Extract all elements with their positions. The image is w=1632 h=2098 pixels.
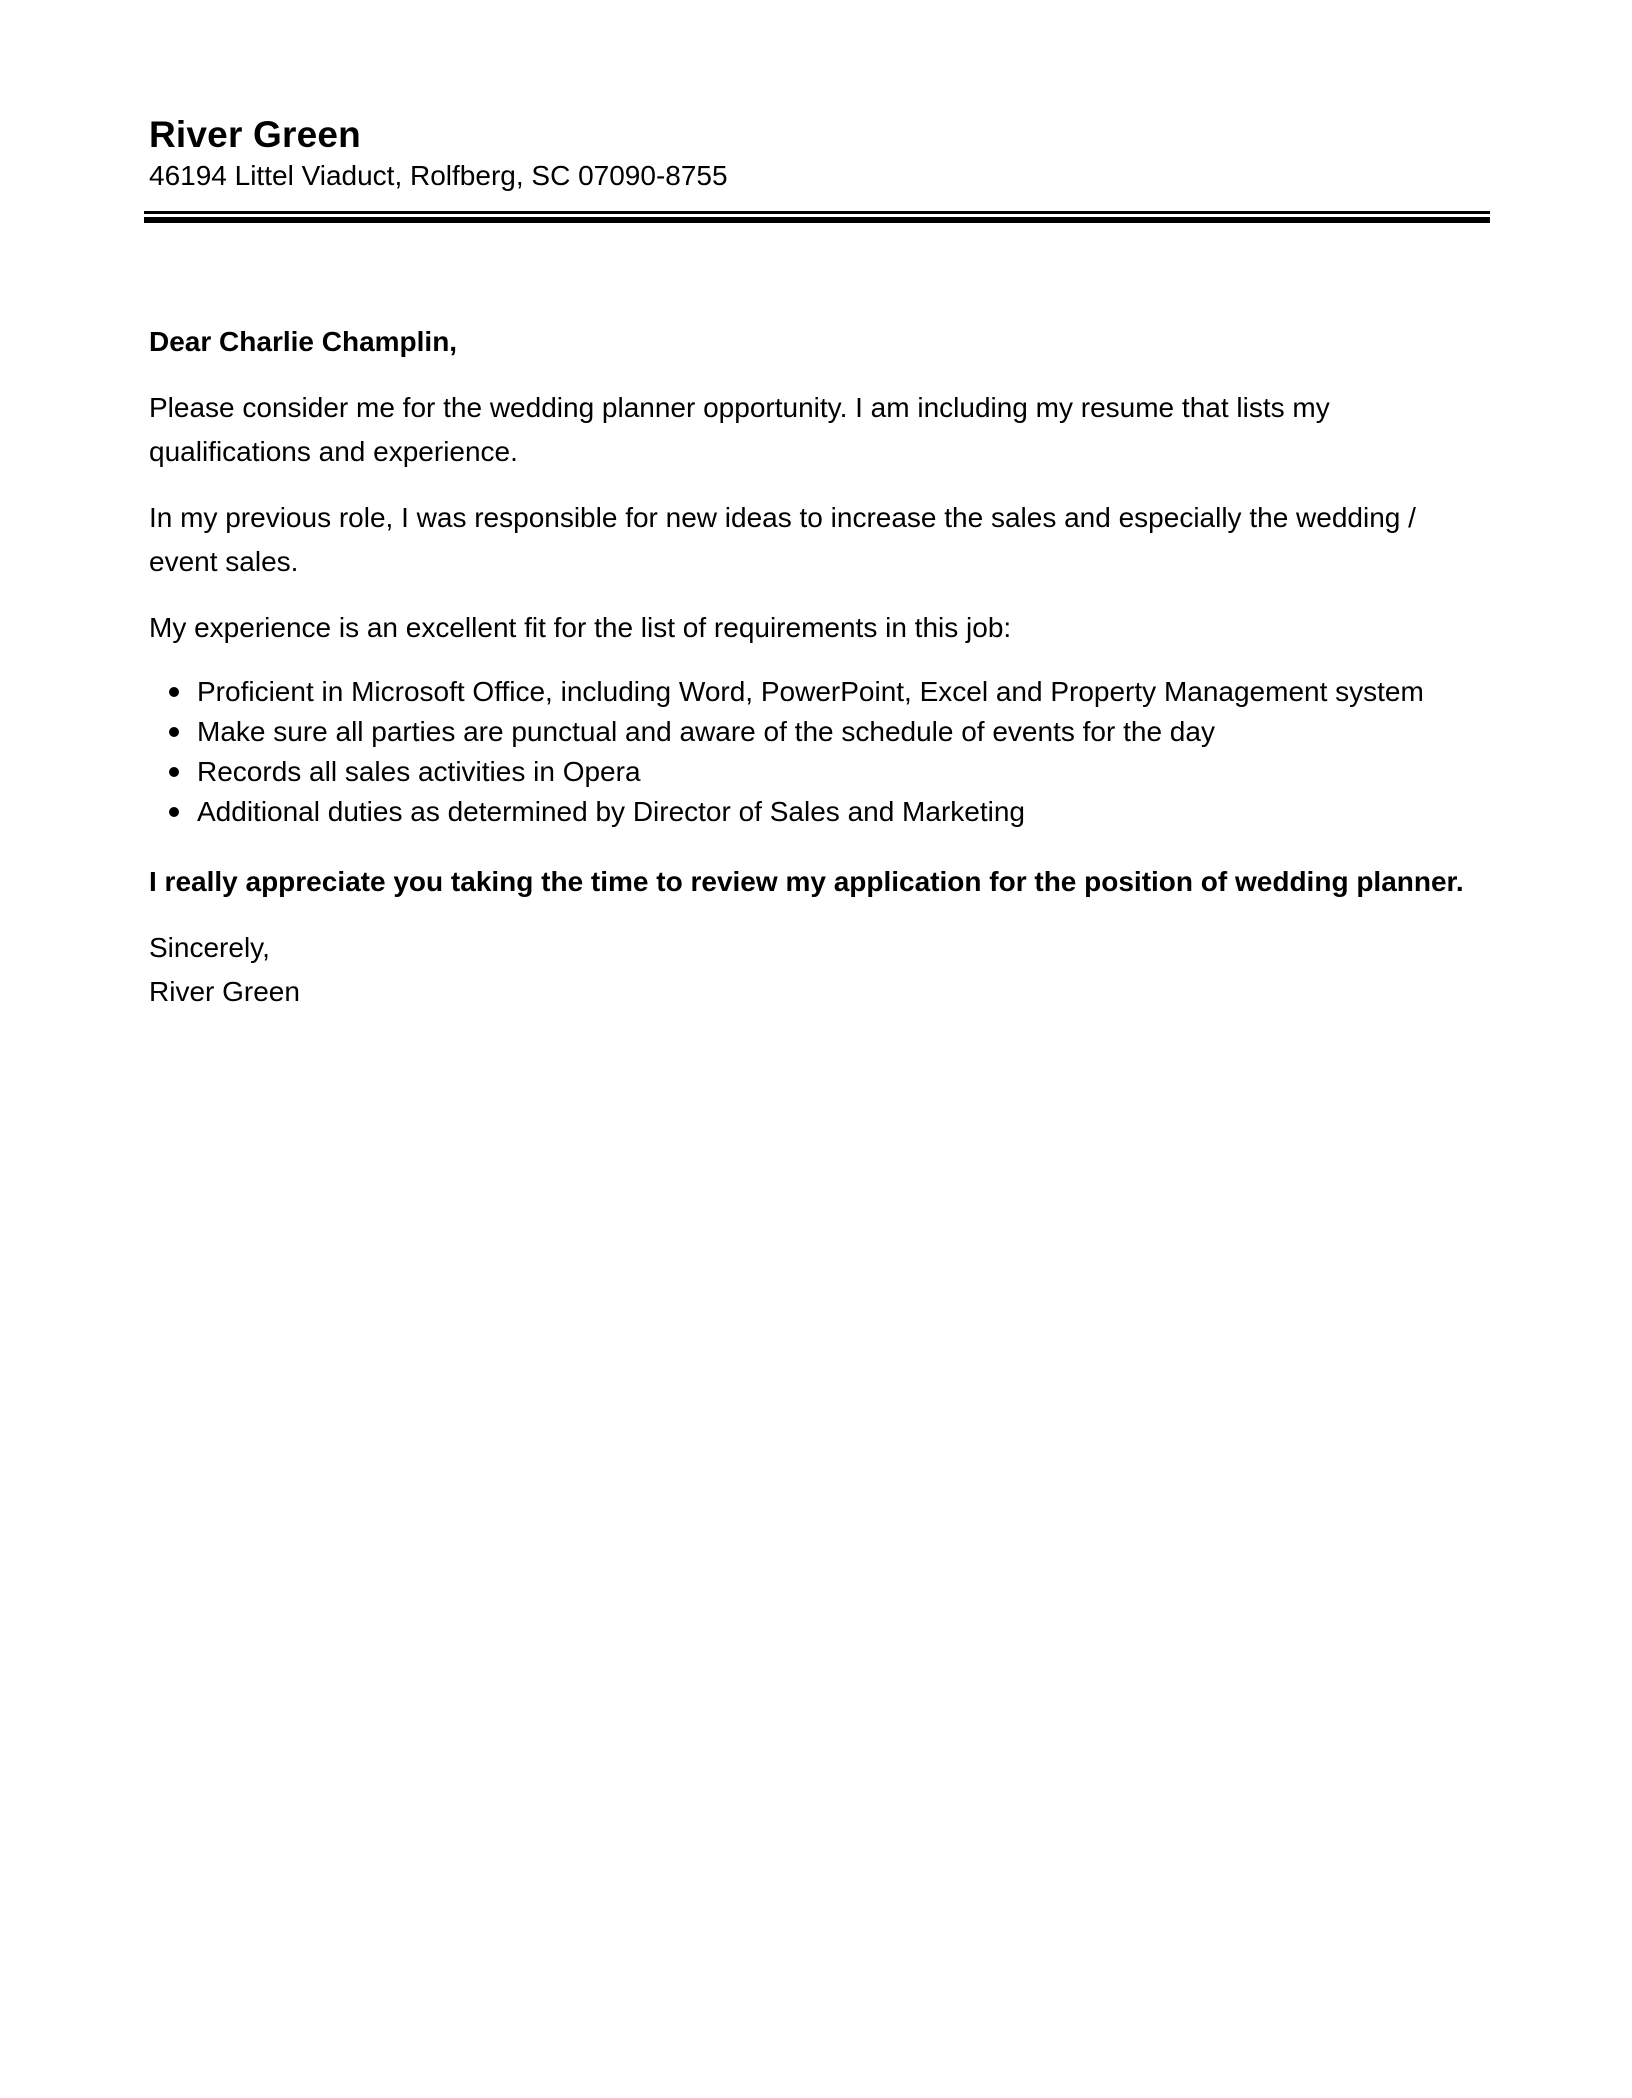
letter-header bbox=[149, 112, 1489, 194]
letter-body bbox=[149, 320, 1469, 1014]
bullet-icon bbox=[169, 687, 179, 697]
signature-name: River Green bbox=[149, 976, 300, 1007]
divider-thin-line bbox=[144, 211, 1490, 214]
salutation: Dear Charlie Champlin, bbox=[149, 326, 458, 357]
bullet-icon bbox=[169, 767, 179, 777]
list-item-text: Proficient in Microsoft Office, including Word, PowerPoint, Excel and Property Management system bbox=[197, 676, 1424, 707]
list-item bbox=[149, 792, 1469, 832]
paragraph-previous-role: In my previous role, I was responsible for new ideas to increase the sales and especially the wedding / event sales. bbox=[149, 502, 1416, 577]
list-item-text: Make sure all parties are punctual and aware of the schedule of events for the day bbox=[197, 716, 1215, 747]
list-item bbox=[149, 672, 1469, 712]
closing-statement: I really appreciate you taking the time to review my application for the position of wedding planner. bbox=[149, 866, 1464, 897]
requirements-list bbox=[149, 672, 1469, 832]
list-item-text: Records all sales activities in Opera bbox=[197, 756, 641, 787]
signoff: Sincerely, bbox=[149, 932, 270, 963]
paragraph-intro: Please consider me for the wedding planner opportunity. I am including my resume that lists my qualifications and experience. bbox=[149, 392, 1330, 467]
paragraph-requirements-lead: My experience is an excellent fit for the list of requirements in this job: bbox=[149, 612, 1012, 643]
sender-name: River Green bbox=[149, 114, 361, 155]
list-item-text: Additional duties as determined by Director of Sales and Marketing bbox=[197, 796, 1025, 827]
bullet-icon bbox=[169, 807, 179, 817]
divider-thick-line bbox=[144, 217, 1490, 223]
list-item bbox=[149, 752, 1469, 792]
header-divider bbox=[144, 211, 1490, 223]
bullet-icon bbox=[169, 727, 179, 737]
list-item bbox=[149, 712, 1469, 752]
sender-address: 46194 Littel Viaduct, Rolfberg, SC 07090-8755 bbox=[149, 160, 728, 191]
